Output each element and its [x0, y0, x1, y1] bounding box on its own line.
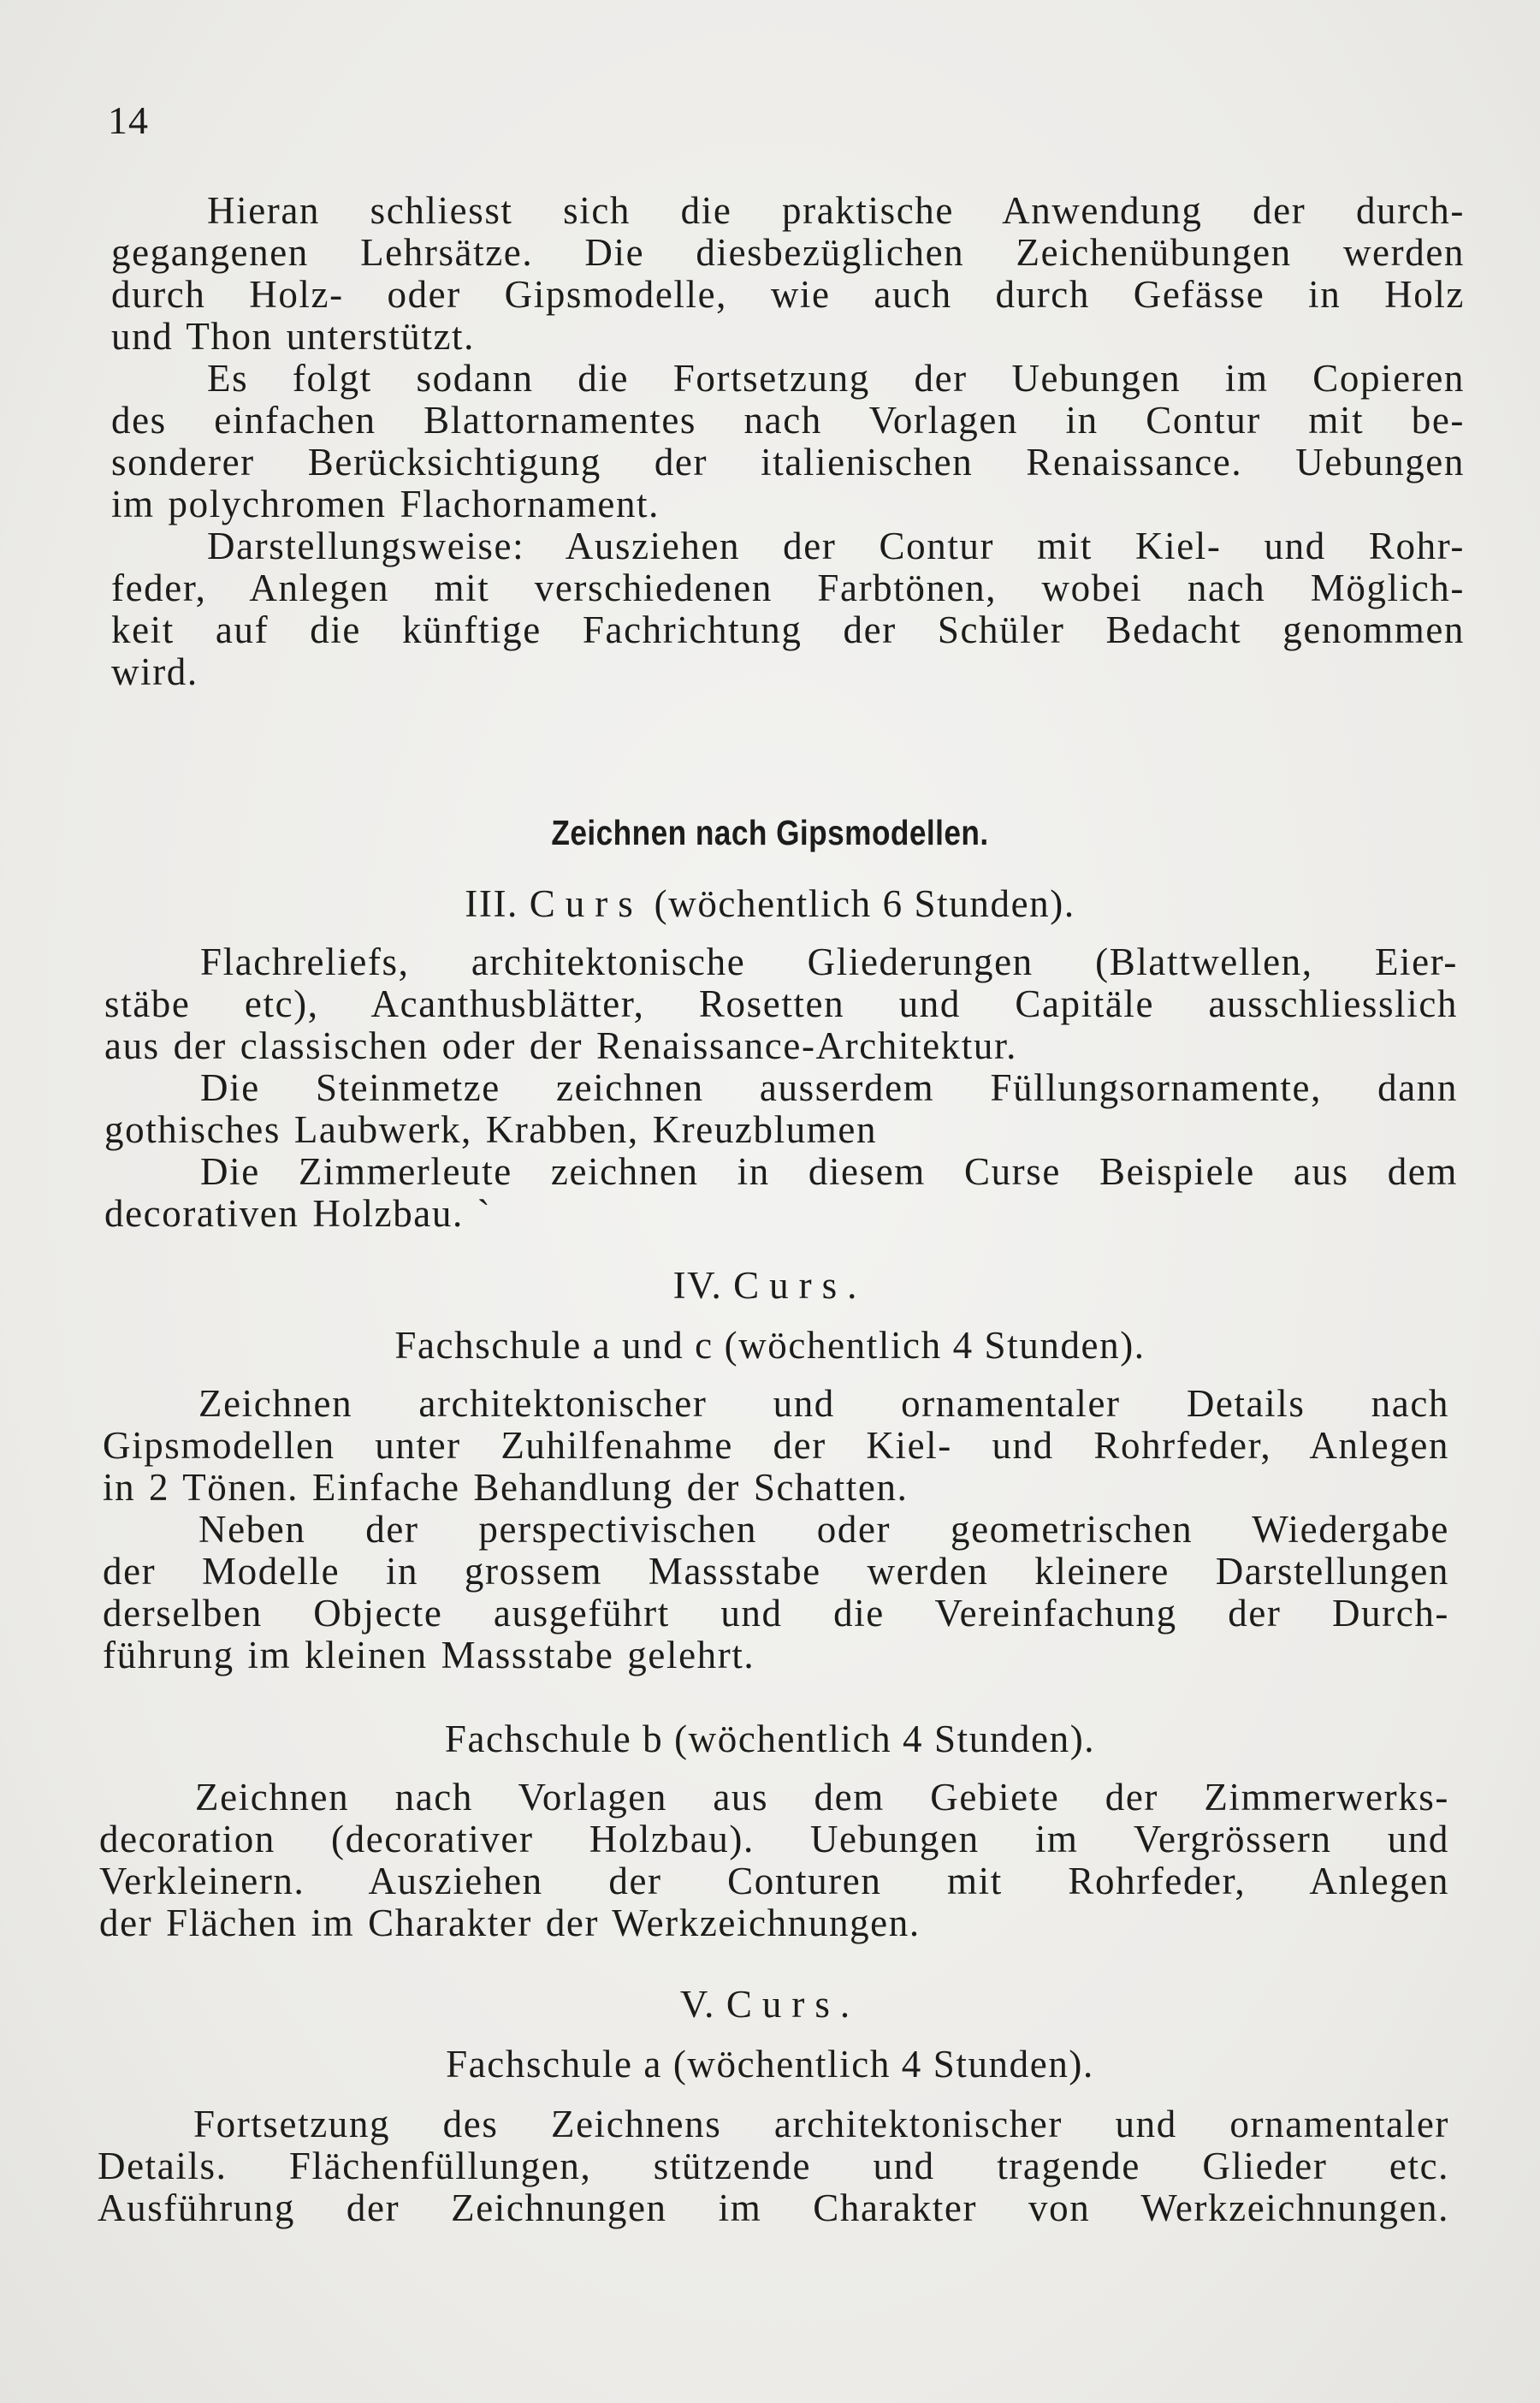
text-line: Verkleinern. Ausziehen der Conturen mit Rohrfeder, Anlegen	[99, 1860, 1449, 1902]
intro-paragraph-1	[111, 190, 1465, 358]
curs-4-number: IV.	[672, 1264, 723, 1307]
text-line: sonderer Berücksichtigung der italienischen Renaissance. Uebungen	[111, 441, 1465, 484]
curs-5-number: V.	[679, 1983, 716, 2026]
curs-3-paragraph-2	[104, 1067, 1458, 1151]
curs-3-number: III.	[465, 882, 518, 925]
curs-4-paragraph-1	[103, 1383, 1449, 1509]
curs-5-section	[98, 2103, 1449, 2229]
text-line: Hieran schliesst sich die praktische Anwendung der durch-	[207, 189, 1465, 232]
text-line: aus der classischen oder der Renaissance-Architektur.	[104, 1024, 1017, 1067]
text-line: keit auf die künftige Fachrichtung der Schüler Bedacht genommen	[111, 608, 1465, 651]
curs-3-heading	[0, 881, 1540, 926]
text-line: feder, Anlegen mit verschiedenen Farbtönen, wobei nach Möglich-	[111, 567, 1465, 609]
intro-paragraph-2	[111, 358, 1465, 525]
text-line: Zeichnen architektonischer und ornamentaler Details nach	[198, 1382, 1449, 1425]
text-line: decoration (decorativer Holzbau). Uebungen im Vergrössern und	[99, 1818, 1449, 1860]
curs-3-word: Curs	[529, 882, 643, 925]
curs-4-paragraph-3	[99, 1777, 1449, 1944]
text-line: und Thon unterstützt.	[111, 315, 475, 358]
curs-5-paragraph-1	[98, 2103, 1449, 2229]
text-line: durch Holz- oder Gipsmodelle, wie auch durch Gefässe in Holz	[111, 273, 1465, 316]
text-line: gothisches Laubwerk, Krabben, Kreuzblumen	[104, 1108, 878, 1151]
curs-4-heading	[0, 1263, 1540, 1308]
text-line: gegangenen Lehrsätze. Die diesbezüglichen Zeichenübungen werden	[111, 231, 1465, 274]
text-line: wird.	[111, 650, 198, 693]
text-line: Darstellungsweise: Ausziehen der Contur mit Kiel- und Rohr-	[207, 525, 1465, 567]
text-line: im polychromen Flachornament.	[111, 483, 660, 525]
text-line: Es folgt sodann die Fortsetzung der Uebungen im Copieren	[207, 357, 1465, 400]
curs-3-paragraph-1	[104, 941, 1458, 1067]
text-line: Gipsmodellen unter Zuhilfenahme der Kiel- und Rohrfeder, Anlegen	[103, 1424, 1449, 1467]
curs-3-hours: (wöchentlich 6 Stunden).	[654, 882, 1075, 925]
curs-5-word: Curs.	[726, 1983, 861, 2026]
curs-5-heading	[0, 1982, 1540, 2026]
curs-4-word: Curs.	[733, 1264, 868, 1307]
text-line: Fortsetzung des Zeichnens architektonischer und ornamentaler	[193, 2103, 1449, 2145]
text-line: derselben Objecte ausgeführt und die Vereinfachung der Durch-	[103, 1592, 1449, 1635]
text-line: Ausführung der Zeichnungen im Charakter von Werkzeichnungen.	[98, 2186, 1449, 2229]
curs-4-subheading-b: Fachschule b (wöchentlich 4 Stunden).	[444, 1718, 1096, 1760]
intro-section	[111, 190, 1465, 693]
text-line: der Modelle in grossem Massstabe werden kleinere Darstellungen	[103, 1550, 1449, 1593]
text-line: stäbe etc), Acanthusblätter, Rosetten und Capitäle ausschliesslich	[104, 982, 1458, 1025]
text-line: der Flächen im Charakter der Werkzeichnungen.	[99, 1902, 921, 1944]
intro-paragraph-3	[111, 525, 1465, 693]
text-line: Flachreliefs, architektonische Gliederungen (Blattwellen, Eier-	[200, 940, 1458, 983]
curs-3-paragraph-3	[104, 1151, 1458, 1235]
text-line: Die Steinmetze zeichnen ausserdem Füllungsornamente, dann	[200, 1066, 1458, 1109]
text-line: Die Zimmerleute zeichnen in diesem Curse Beispiele aus dem	[200, 1150, 1458, 1193]
curs-4-paragraph-2	[103, 1509, 1449, 1676]
text-line: decorativen Holzbau. `	[104, 1192, 492, 1235]
curs-4b-section	[99, 1777, 1449, 1944]
text-line: Details. Flächenfüllungen, stützende und tragende Glieder etc.	[98, 2145, 1449, 2187]
text-line: des einfachen Blattornamentes nach Vorlagen in Contur mit be-	[111, 399, 1465, 442]
curs-4-section	[103, 1383, 1449, 1676]
curs-3-section	[104, 941, 1458, 1235]
page-number: 14	[108, 98, 149, 142]
text-line: in 2 Tönen. Einfache Behandlung der Schatten.	[103, 1466, 909, 1509]
curs-5-subheading: Fachschule a (wöchentlich 4 Stunden).	[446, 2043, 1094, 2086]
text-line: Zeichnen nach Vorlagen aus dem Gebiete der Zimmerwerks-	[195, 1776, 1449, 1819]
text-line: Neben der perspectivischen oder geometrischen Wiedergabe	[198, 1508, 1449, 1551]
curs-4-subheading: Fachschule a und c (wöchentlich 4 Stunden).	[394, 1324, 1146, 1367]
text-line: führung im kleinen Massstabe gelehrt.	[103, 1634, 755, 1676]
section-title: Zeichnen nach Gipsmodellen.	[551, 813, 989, 852]
